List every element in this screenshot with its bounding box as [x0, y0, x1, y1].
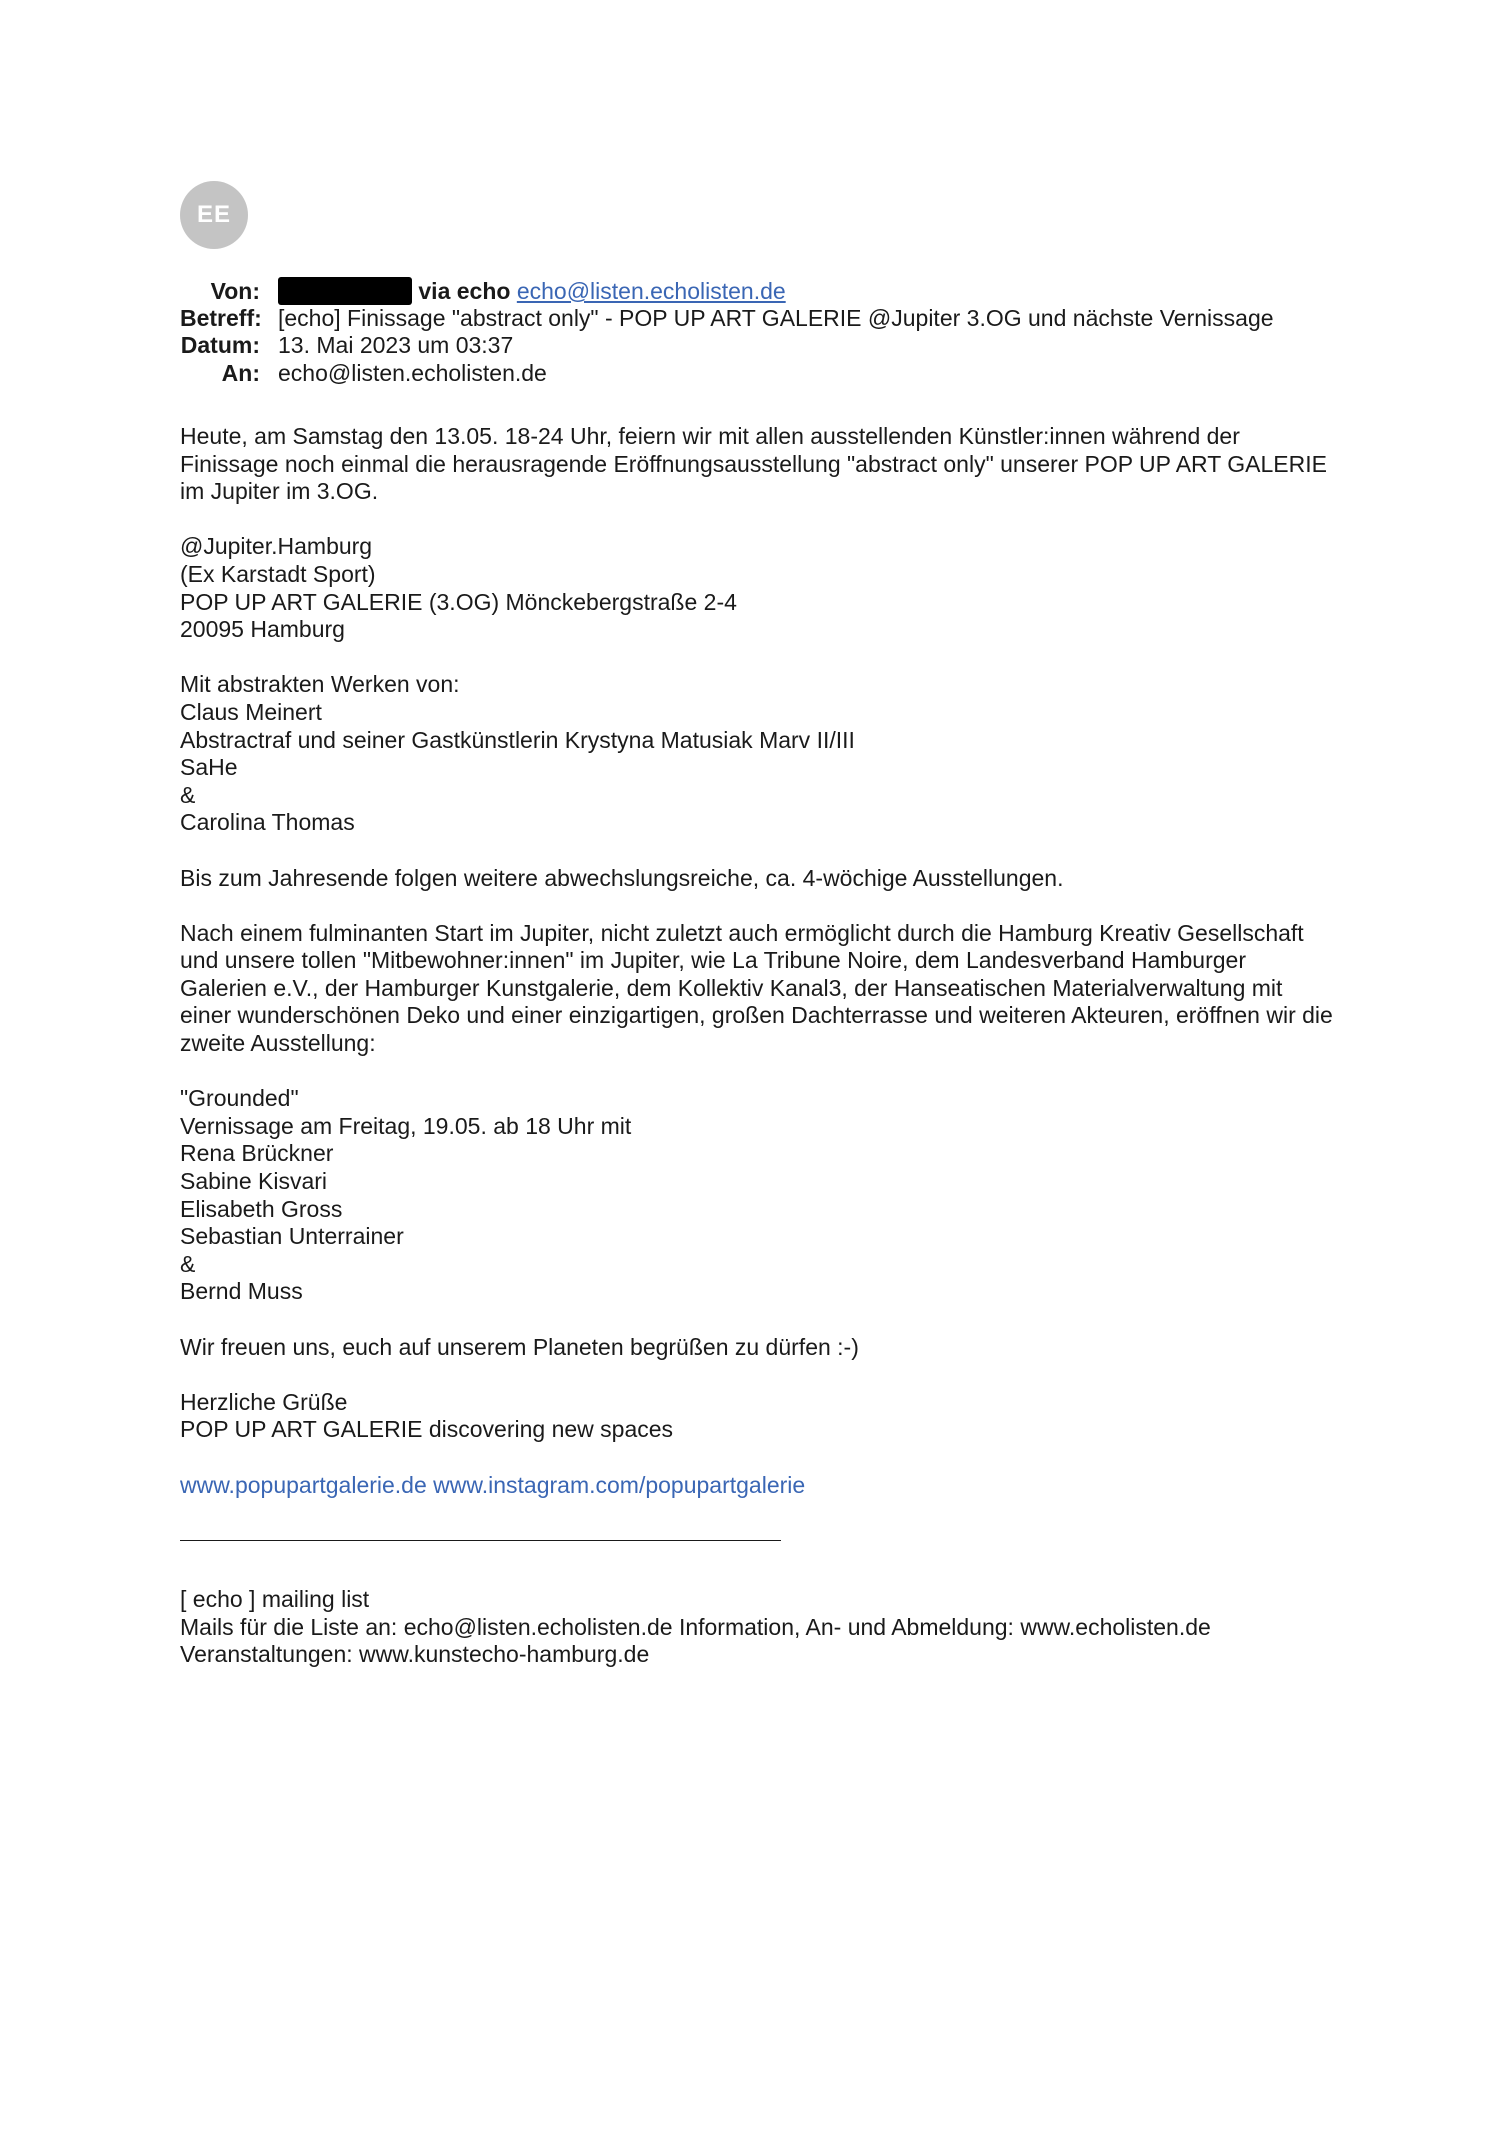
text-line: Nach einem fulminanten Start im Jupiter, nicht zuletzt auch ermöglicht durch die Hamburg Kreativ Gesellschaft [180, 919, 1304, 946]
to-label: An: [221, 359, 260, 386]
text-line: im Jupiter im 3.OG. [180, 478, 379, 505]
text-line: Bernd Muss [180, 1278, 303, 1305]
divider [180, 1540, 781, 1541]
from-via: via echo [418, 278, 511, 304]
text-line: Elisabeth Gross [180, 1195, 343, 1222]
text-line: Sabine Kisvari [180, 1168, 328, 1195]
year-end-paragraph [180, 865, 1360, 893]
from-value [260, 277, 786, 306]
text-line: einer wunderschönen Deko und einer einzigartigen, großen Dachterrasse und weiteren Akteuren, eröffnen wir die [180, 1002, 1333, 1029]
text-line: POP UP ART GALERIE discovering new spaces [180, 1416, 674, 1443]
links-line [180, 1472, 1360, 1500]
text-line: Vernissage am Freitag, 19.05. ab 18 Uhr mit [180, 1112, 632, 1139]
text-line: SaHe [180, 754, 238, 781]
text-line: & [180, 1250, 196, 1277]
text-line: zweite Ausstellung: [180, 1030, 376, 1057]
website-link[interactable]: www.popupartgalerie.de [180, 1471, 427, 1498]
to-value: echo@listen.echolisten.de [278, 359, 547, 386]
instagram-link[interactable]: www.instagram.com/popupartgalerie [433, 1471, 806, 1498]
welcome-paragraph [180, 1334, 1360, 1362]
text-line: Galerien e.V., der Hamburger Kunstgalerie, dem Kollektiv Kanal3, der Hanseatischen Materialverwaltung mit [180, 974, 1283, 1001]
text-line: Mit abstrakten Werken von: [180, 671, 460, 698]
text-line: POP UP ART GALERIE (3.OG) Mönckebergstraße 2-4 [180, 588, 737, 615]
to-row [180, 360, 1380, 388]
subject-label: Betreff: [180, 304, 262, 331]
grounded-block [180, 1085, 1360, 1306]
address-block [180, 533, 1360, 643]
text-line: und unsere tollen "Mitbewohner:innen" im Jupiter, wie La Tribune Noire, dem Landesverband Hamburger [180, 947, 1246, 974]
text-line: & [180, 781, 196, 808]
date-value: 13. Mai 2023 um 03:37 [278, 332, 514, 359]
intro-paragraph [180, 423, 1360, 506]
text-line: Finissage noch einmal die herausragende Eröffnungsausstellung "abstract only" unserer POP UP ART GALERIE [180, 450, 1327, 477]
mailing-list-footer [180, 1586, 1360, 1669]
text-line: Abstractraf und seiner Gastkünstlerin Krystyna Matusiak Marv II/III [180, 726, 855, 753]
subject-row [180, 305, 1380, 333]
text-line: (Ex Karstadt Sport) [180, 560, 376, 587]
text-line: Mails für die Liste an: echo@listen.echolisten.de Information, An- und Abmeldung: www.echolisten.de [180, 1613, 1211, 1640]
redacted-sender-name [278, 277, 412, 305]
text-line: Bis zum Jahresende folgen weitere abwechslungsreiche, ca. 4-wöchige Ausstellungen. [180, 864, 1064, 891]
email-body [180, 423, 1360, 1697]
start-paragraph [180, 920, 1360, 1058]
text-line: Carolina Thomas [180, 809, 355, 836]
artists-block [180, 671, 1360, 837]
closing-block [180, 1389, 1360, 1444]
text-line: 20095 Hamburg [180, 616, 345, 643]
text-line: @Jupiter.Hamburg [180, 533, 373, 560]
text-line: Sebastian Unterrainer [180, 1223, 404, 1250]
text-line: Rena Brückner [180, 1140, 334, 1167]
text-line: Herzliche Grüße [180, 1388, 348, 1415]
email-header [180, 277, 1380, 387]
text-line: Wir freuen uns, euch auf unserem Planeten begrüßen zu dürfen :-) [180, 1333, 859, 1360]
text-line: [ echo ] mailing list [180, 1586, 370, 1613]
date-row [180, 332, 1380, 360]
text-line: "Grounded" [180, 1085, 299, 1112]
avatar: EE [180, 181, 248, 249]
from-label: Von: [210, 278, 260, 304]
text-line: Claus Meinert [180, 698, 322, 725]
from-email-link[interactable]: echo@listen.echolisten.de [516, 278, 786, 304]
date-label: Datum: [180, 332, 260, 359]
from-row [180, 277, 1380, 305]
subject-value: [echo] Finissage "abstract only" - POP UP ART GALERIE @Jupiter 3.OG und nächste Vernissage [278, 304, 1274, 331]
text-line: Veranstaltungen: www.kunstecho-hamburg.de [180, 1641, 650, 1668]
text-line: Heute, am Samstag den 13.05. 18-24 Uhr, feiern wir mit allen ausstellenden Künstler:innen während der [180, 423, 1240, 449]
